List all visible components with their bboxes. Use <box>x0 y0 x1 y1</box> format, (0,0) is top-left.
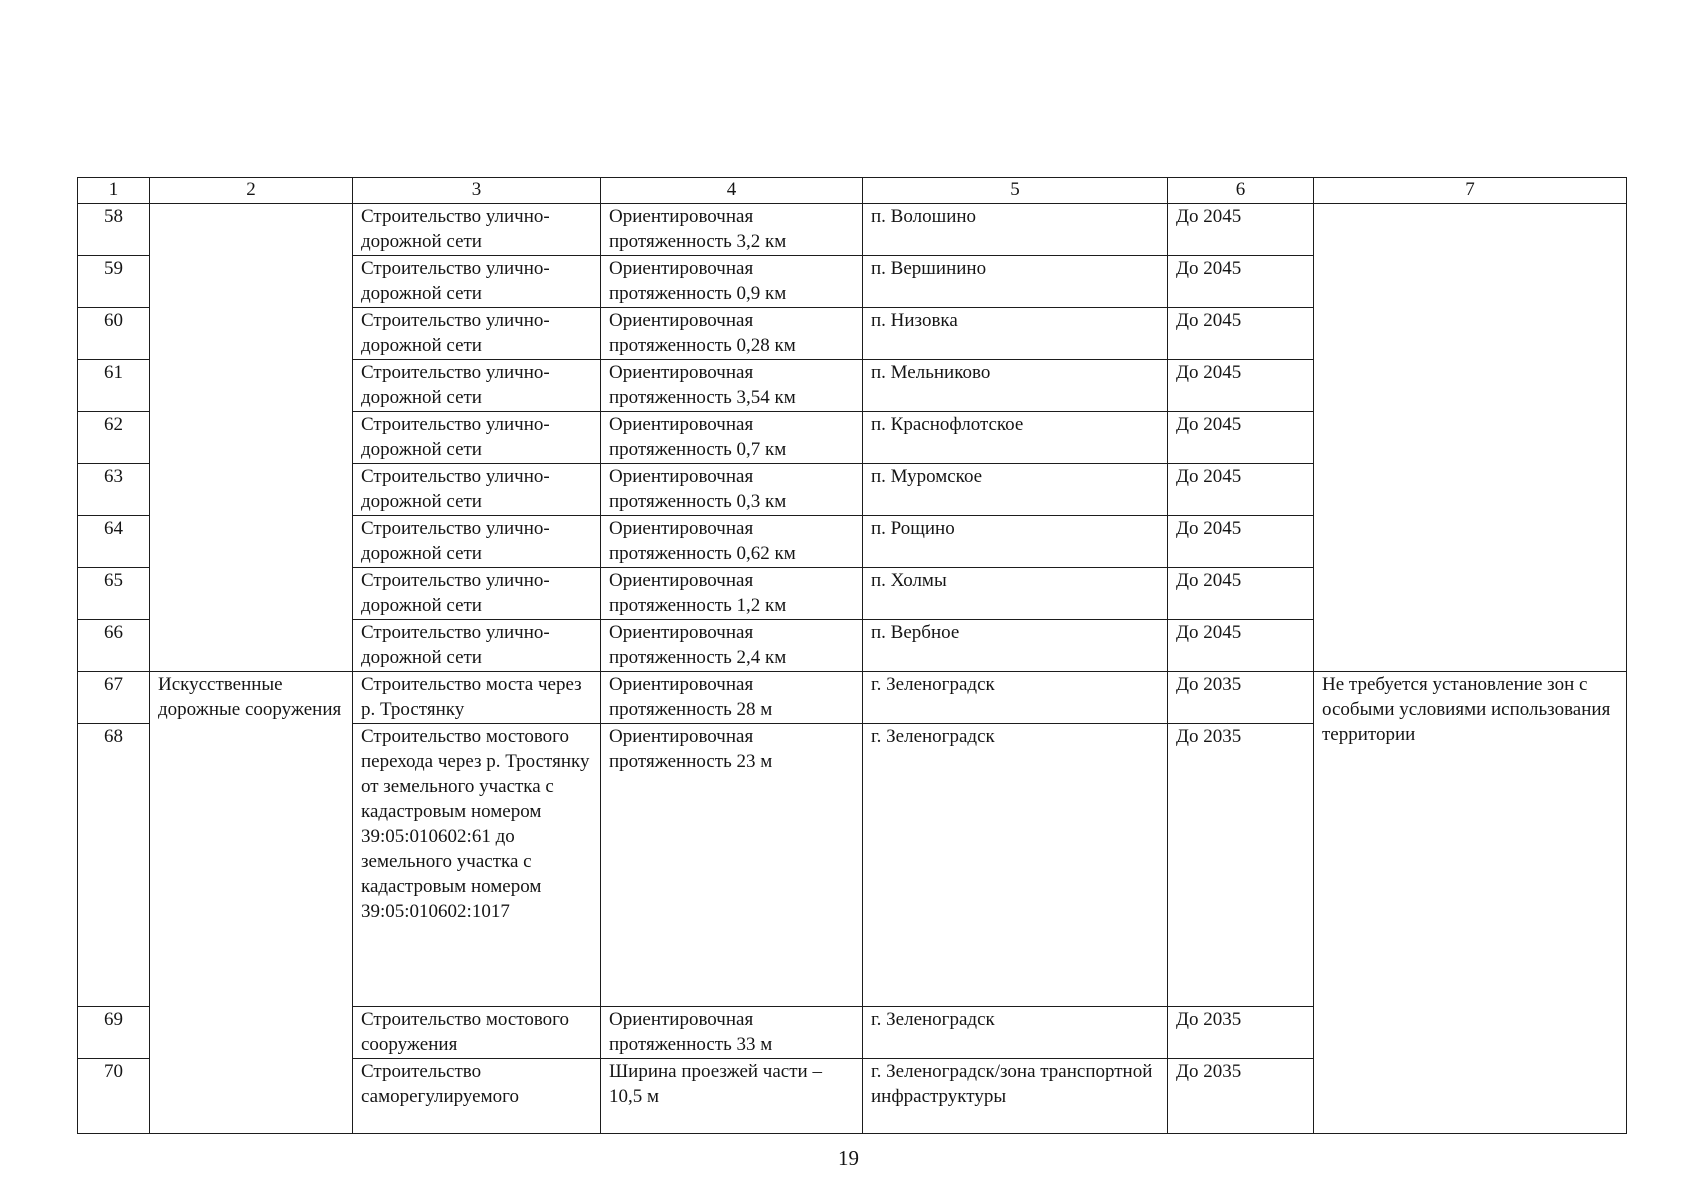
location-cell: г. Зеленоградск <box>863 1007 1168 1059</box>
characteristics-cell: Ориентировочная протяженность 2,4 км <box>601 620 863 672</box>
location-cell: п. Холмы <box>863 568 1168 620</box>
col-header-5: 5 <box>863 178 1168 204</box>
row-number: 63 <box>78 464 150 516</box>
object-cell: Строительство улично-дорожной сети <box>353 360 601 412</box>
col-header-1: 1 <box>78 178 150 204</box>
row-number: 68 <box>78 724 150 1007</box>
zones-cell: Не требуется установление зон с особыми условиями использования территории <box>1314 672 1627 1134</box>
characteristics-cell: Ориентировочная протяженность 3,54 км <box>601 360 863 412</box>
row-number: 70 <box>78 1059 150 1134</box>
object-cell: Строительство улично-дорожной сети <box>353 256 601 308</box>
characteristics-cell: Ориентировочная протяженность 0,9 км <box>601 256 863 308</box>
term-cell: До 2045 <box>1168 412 1314 464</box>
row-number: 66 <box>78 620 150 672</box>
location-cell: п. Краснофлотское <box>863 412 1168 464</box>
characteristics-cell: Ориентировочная протяженность 28 м <box>601 672 863 724</box>
location-cell: п. Вершинино <box>863 256 1168 308</box>
term-cell: До 2045 <box>1168 620 1314 672</box>
col-header-6: 6 <box>1168 178 1314 204</box>
term-cell: До 2045 <box>1168 360 1314 412</box>
term-cell: До 2045 <box>1168 516 1314 568</box>
row-number: 59 <box>78 256 150 308</box>
object-cell: Строительство улично-дорожной сети <box>353 516 601 568</box>
term-cell: До 2035 <box>1168 724 1314 1007</box>
term-cell: До 2035 <box>1168 1007 1314 1059</box>
characteristics-cell: Ориентировочная протяженность 3,2 км <box>601 204 863 256</box>
characteristics-cell: Ориентировочная протяженность 1,2 км <box>601 568 863 620</box>
term-cell: До 2045 <box>1168 568 1314 620</box>
term-cell: До 2045 <box>1168 308 1314 360</box>
term-cell: До 2035 <box>1168 672 1314 724</box>
col-header-4: 4 <box>601 178 863 204</box>
page-number: 19 <box>838 1146 859 1170</box>
object-cell: Строительство улично-дорожной сети <box>353 568 601 620</box>
characteristics-cell: Ориентировочная протяженность 0,62 км <box>601 516 863 568</box>
zones-cell <box>1314 204 1627 672</box>
object-cell: Строительство мостового сооружения <box>353 1007 601 1059</box>
row-number: 62 <box>78 412 150 464</box>
location-cell: г. Зеленоградск <box>863 724 1168 1007</box>
location-cell: п. Муромское <box>863 464 1168 516</box>
location-cell: п. Вербное <box>863 620 1168 672</box>
col-header-2: 2 <box>150 178 353 204</box>
term-cell: До 2045 <box>1168 204 1314 256</box>
row-number: 64 <box>78 516 150 568</box>
table-row <box>78 672 1627 724</box>
characteristics-cell: Ориентировочная протяженность 23 м <box>601 724 863 1007</box>
category-cell <box>150 204 353 672</box>
location-cell: п. Низовка <box>863 308 1168 360</box>
object-cell: Строительство улично-дорожной сети <box>353 412 601 464</box>
location-cell: п. Волошино <box>863 204 1168 256</box>
object-cell: Строительство мостового перехода через р. Тростянку от земельного участка с кадастровым номером 39:05:010602:61 до земельного участка с кадастровым номером 39:05:010602:1017 <box>353 724 601 1007</box>
row-number: 69 <box>78 1007 150 1059</box>
row-number: 67 <box>78 672 150 724</box>
object-cell: Строительство саморегулируемого <box>353 1059 601 1134</box>
characteristics-cell: Ориентировочная протяженность 0,28 км <box>601 308 863 360</box>
row-number: 65 <box>78 568 150 620</box>
data-table <box>77 177 1627 1134</box>
object-cell: Строительство моста через р. Тростянку <box>353 672 601 724</box>
row-number: 61 <box>78 360 150 412</box>
characteristics-cell: Ориентировочная протяженность 33 м <box>601 1007 863 1059</box>
location-cell: г. Зеленоградск/зона транспортной инфраструктуры <box>863 1059 1168 1134</box>
object-cell: Строительство улично-дорожной сети <box>353 464 601 516</box>
characteristics-cell: Ширина проезжей части – 10,5 м <box>601 1059 863 1134</box>
term-cell: До 2045 <box>1168 256 1314 308</box>
category-cell: Искусственные дорожные сооружения <box>150 672 353 1134</box>
row-number: 60 <box>78 308 150 360</box>
header-row <box>78 178 1627 204</box>
location-cell: п. Рощино <box>863 516 1168 568</box>
object-cell: Строительство улично-дорожной сети <box>353 620 601 672</box>
object-cell: Строительство улично-дорожной сети <box>353 204 601 256</box>
table-row <box>78 204 1627 256</box>
characteristics-cell: Ориентировочная протяженность 0,3 км <box>601 464 863 516</box>
characteristics-cell: Ориентировочная протяженность 0,7 км <box>601 412 863 464</box>
col-header-7: 7 <box>1314 178 1627 204</box>
location-cell: п. Мельниково <box>863 360 1168 412</box>
term-cell: До 2045 <box>1168 464 1314 516</box>
col-header-3: 3 <box>353 178 601 204</box>
location-cell: г. Зеленоградск <box>863 672 1168 724</box>
object-cell: Строительство улично-дорожной сети <box>353 308 601 360</box>
row-number: 58 <box>78 204 150 256</box>
term-cell: До 2035 <box>1168 1059 1314 1134</box>
